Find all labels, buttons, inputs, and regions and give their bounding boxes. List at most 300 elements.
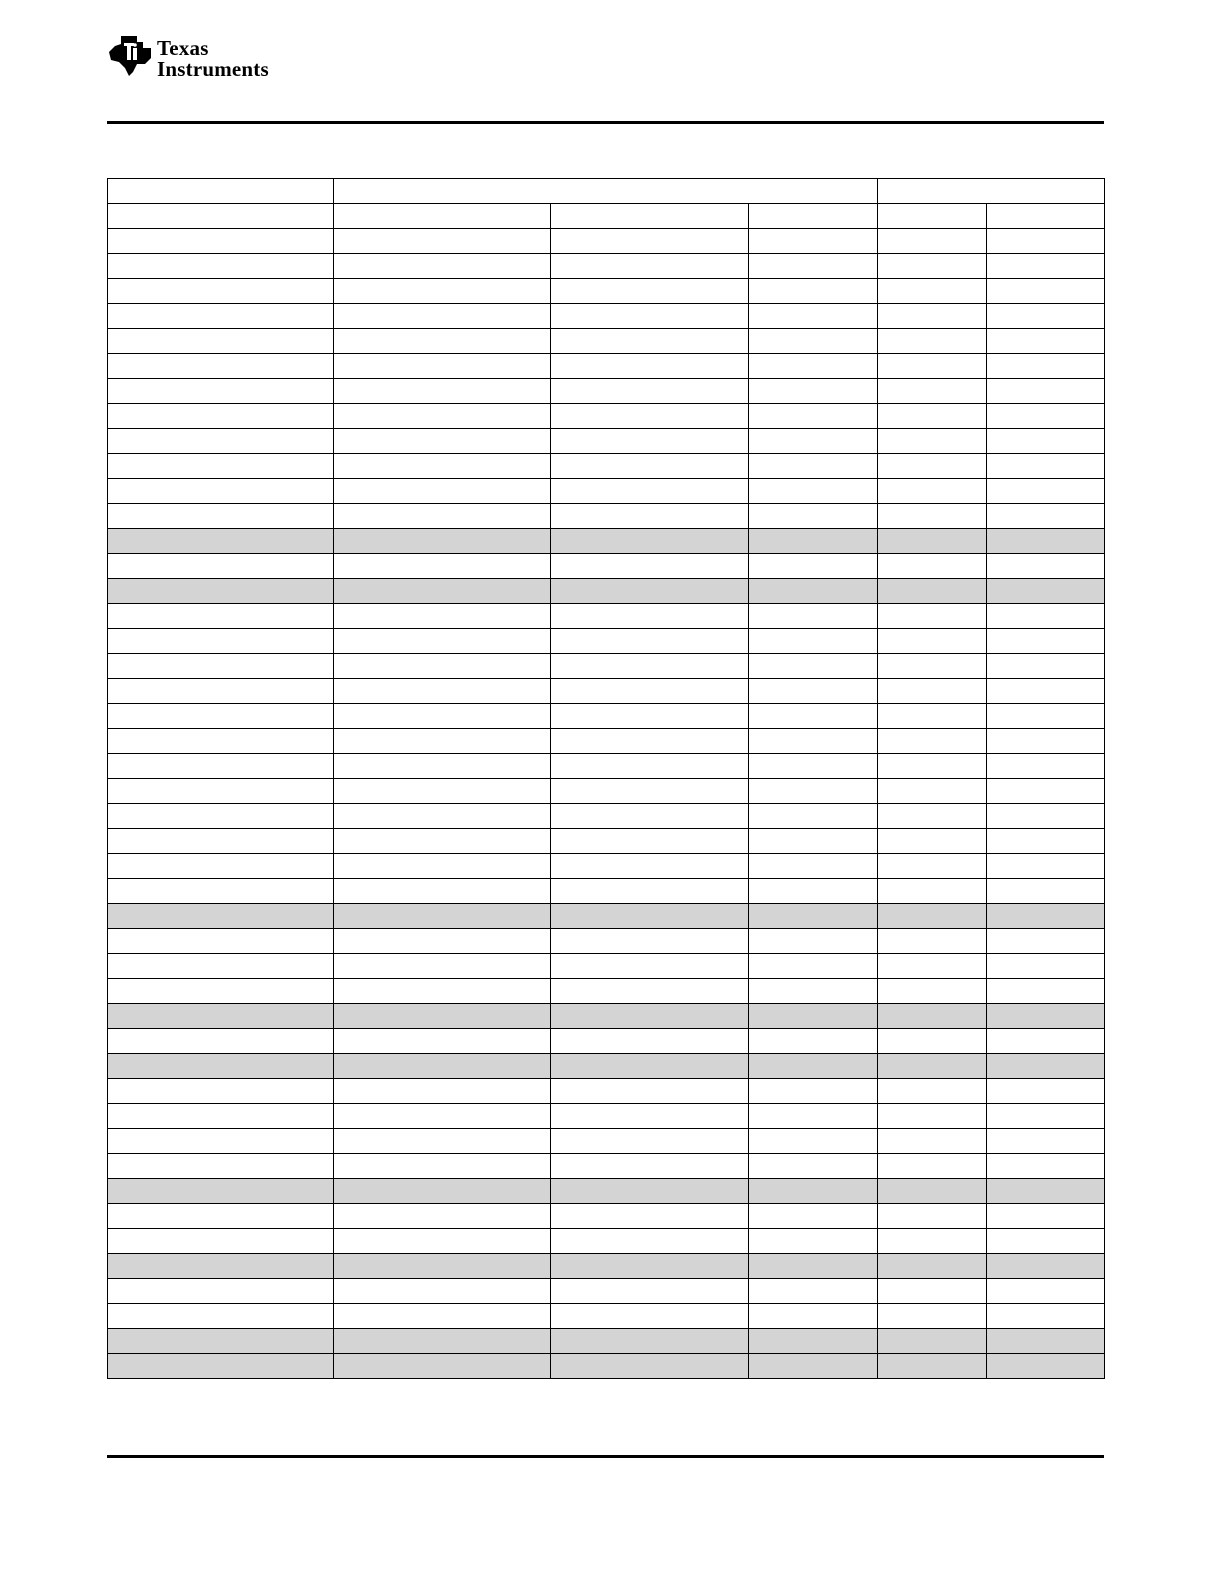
- table-cell: [551, 604, 749, 629]
- table-cell: [334, 504, 551, 529]
- table-cell: [334, 704, 551, 729]
- table-cell: [878, 1054, 987, 1079]
- table-cell: [987, 354, 1105, 379]
- table-cell: [551, 979, 749, 1004]
- table-row: [108, 1029, 1105, 1054]
- table-cell: [987, 304, 1105, 329]
- table-cell: [551, 1304, 749, 1329]
- table-cell: [551, 929, 749, 954]
- table-cell: [551, 504, 749, 529]
- logo-line-2: Instruments: [157, 57, 269, 81]
- table-row: [108, 329, 1105, 354]
- table-cell: [878, 604, 987, 629]
- table-cell: [987, 1354, 1105, 1379]
- table-cell: [878, 954, 987, 979]
- table-cell: [108, 779, 334, 804]
- table-cell: [334, 904, 551, 929]
- table-cell: [987, 654, 1105, 679]
- table-cell: [987, 1154, 1105, 1179]
- table-cell: [878, 1229, 987, 1254]
- table-cell: [334, 354, 551, 379]
- table-cell: [878, 479, 987, 504]
- table-cell: [334, 454, 551, 479]
- table-cell: [749, 1129, 878, 1154]
- table-cell: [749, 279, 878, 304]
- table-cell: [334, 429, 551, 454]
- table-cell: [749, 654, 878, 679]
- table-cell: [878, 804, 987, 829]
- table-cell: [878, 904, 987, 929]
- table-row: [108, 1304, 1105, 1329]
- table-cell: [878, 304, 987, 329]
- table-cell: [108, 1204, 334, 1229]
- table-cell: [749, 629, 878, 654]
- table-cell: [334, 629, 551, 654]
- table-cell: [334, 1279, 551, 1304]
- table-cell: [334, 379, 551, 404]
- table-cell: [551, 779, 749, 804]
- table-cell: [987, 804, 1105, 829]
- table-cell: [749, 804, 878, 829]
- table-row: [108, 729, 1105, 754]
- table-row: [108, 854, 1105, 879]
- table-cell: [749, 1179, 878, 1204]
- table-cell: [551, 879, 749, 904]
- table-cell: [987, 754, 1105, 779]
- table-cell: [749, 204, 878, 229]
- table-cell: [551, 629, 749, 654]
- table-cell: [334, 1179, 551, 1204]
- table-cell: [334, 1329, 551, 1354]
- table-row: [108, 904, 1105, 929]
- table-cell: [878, 1129, 987, 1154]
- table-body: [108, 179, 1105, 1379]
- table-row: [108, 779, 1105, 804]
- table-cell: [334, 854, 551, 879]
- table-cell: [878, 1154, 987, 1179]
- table-cell: [551, 304, 749, 329]
- table-cell: [551, 1004, 749, 1029]
- table-cell: [749, 379, 878, 404]
- table-cell: [108, 329, 334, 354]
- table-row: [108, 504, 1105, 529]
- table-cell: [334, 679, 551, 704]
- table-row: [108, 1079, 1105, 1104]
- table-cell: [334, 579, 551, 604]
- table-cell: [987, 254, 1105, 279]
- table-cell: [108, 679, 334, 704]
- table-cell: [749, 929, 878, 954]
- table-row: [108, 1179, 1105, 1204]
- table-cell: [334, 929, 551, 954]
- table-cell: [878, 404, 987, 429]
- table-cell: [551, 1129, 749, 1154]
- table-cell: [108, 479, 334, 504]
- table-cell: [987, 704, 1105, 729]
- table-cell: [108, 504, 334, 529]
- table-cell: [108, 1329, 334, 1354]
- table-cell: [551, 829, 749, 854]
- data-table-container: [107, 178, 1104, 1379]
- table-cell: [987, 1254, 1105, 1279]
- table-cell: [551, 1154, 749, 1179]
- table-cell: [987, 229, 1105, 254]
- table-cell: [749, 1029, 878, 1054]
- table-cell: [108, 229, 334, 254]
- table-row: [108, 1329, 1105, 1354]
- table-cell: [878, 1004, 987, 1029]
- table-cell: [108, 1079, 334, 1104]
- table-cell: [551, 529, 749, 554]
- table-row: [108, 1104, 1105, 1129]
- table-row: [108, 229, 1105, 254]
- table-cell: [749, 1004, 878, 1029]
- table-cell: [749, 604, 878, 629]
- table-cell: [551, 1204, 749, 1229]
- table-cell: [334, 729, 551, 754]
- table-cell: [878, 504, 987, 529]
- table-row: [108, 1154, 1105, 1179]
- table-cell: [878, 1329, 987, 1354]
- table-cell: [108, 604, 334, 629]
- table-cell: [749, 1254, 878, 1279]
- table-cell: [108, 279, 334, 304]
- table-cell: [108, 1029, 334, 1054]
- table-row: [108, 929, 1105, 954]
- ti-logo: [107, 34, 297, 82]
- table-row: [108, 1254, 1105, 1279]
- table-cell: [987, 204, 1105, 229]
- table-cell: [334, 829, 551, 854]
- table-cell: [749, 304, 878, 329]
- table-cell: [108, 1004, 334, 1029]
- table-cell: [878, 704, 987, 729]
- table-cell: [749, 1229, 878, 1254]
- table-cell: [878, 679, 987, 704]
- table-cell: [108, 204, 334, 229]
- table-header-cell: [878, 179, 1105, 204]
- table-cell: [878, 929, 987, 954]
- table-cell: [987, 1029, 1105, 1054]
- table-row: [108, 579, 1105, 604]
- table-row: [108, 604, 1105, 629]
- table-cell: [749, 454, 878, 479]
- table-cell: [878, 1354, 987, 1379]
- data-table: [107, 178, 1105, 1379]
- table-row: [108, 429, 1105, 454]
- table-cell: [749, 1154, 878, 1179]
- table-cell: [987, 554, 1105, 579]
- table-cell: [108, 879, 334, 904]
- table-cell: [551, 479, 749, 504]
- table-cell: [108, 829, 334, 854]
- table-cell: [334, 1129, 551, 1154]
- table-row: [108, 804, 1105, 829]
- table-cell: [551, 654, 749, 679]
- table-cell: [878, 854, 987, 879]
- table-row: [108, 1279, 1105, 1304]
- table-cell: [749, 854, 878, 879]
- table-cell: [749, 579, 878, 604]
- table-cell: [749, 754, 878, 779]
- table-cell: [108, 729, 334, 754]
- table-cell: [108, 1154, 334, 1179]
- table-cell: [749, 404, 878, 429]
- table-cell: [987, 579, 1105, 604]
- table-cell: [749, 329, 878, 354]
- table-cell: [108, 1054, 334, 1079]
- table-cell: [334, 779, 551, 804]
- table-row: [108, 1354, 1105, 1379]
- table-cell: [551, 579, 749, 604]
- table-cell: [987, 404, 1105, 429]
- table-cell: [878, 829, 987, 854]
- table-row: [108, 1004, 1105, 1029]
- table-cell: [334, 1104, 551, 1129]
- table-cell: [749, 1204, 878, 1229]
- table-cell: [108, 904, 334, 929]
- table-cell: [878, 279, 987, 304]
- table-cell: [987, 779, 1105, 804]
- table-row: [108, 529, 1105, 554]
- table-cell: [987, 1229, 1105, 1254]
- table-cell: [749, 504, 878, 529]
- table-row: [108, 554, 1105, 579]
- table-cell: [334, 404, 551, 429]
- table-cell: [878, 1279, 987, 1304]
- table-cell: [878, 1254, 987, 1279]
- table-cell: [987, 1304, 1105, 1329]
- table-cell: [878, 354, 987, 379]
- table-row: [108, 879, 1105, 904]
- table-cell: [108, 1354, 334, 1379]
- table-row: [108, 754, 1105, 779]
- table-cell: [551, 429, 749, 454]
- table-cell: [987, 504, 1105, 529]
- table-cell: [987, 454, 1105, 479]
- table-cell: [108, 579, 334, 604]
- table-cell: [987, 479, 1105, 504]
- table-cell: [108, 429, 334, 454]
- table-cell: [108, 1104, 334, 1129]
- table-cell: [551, 1254, 749, 1279]
- table-cell: [334, 754, 551, 779]
- table-cell: [878, 654, 987, 679]
- table-row: [108, 1129, 1105, 1154]
- table-cell: [334, 529, 551, 554]
- table-cell: [987, 279, 1105, 304]
- table-row: [108, 654, 1105, 679]
- table-cell: [878, 1304, 987, 1329]
- header-rule: [107, 121, 1104, 124]
- table-cell: [551, 954, 749, 979]
- table-cell: [108, 704, 334, 729]
- table-row: [108, 829, 1105, 854]
- table-cell: [108, 854, 334, 879]
- table-cell: [334, 229, 551, 254]
- table-cell: [878, 554, 987, 579]
- table-cell: [987, 904, 1105, 929]
- table-cell: [108, 954, 334, 979]
- table-cell: [878, 429, 987, 454]
- table-cell: [334, 1354, 551, 1379]
- table-cell: [749, 779, 878, 804]
- table-cell: [878, 754, 987, 779]
- table-cell: [108, 304, 334, 329]
- table-cell: [334, 979, 551, 1004]
- table-cell: [551, 904, 749, 929]
- table-cell: [749, 1329, 878, 1354]
- table-cell: [334, 204, 551, 229]
- table-cell: [878, 1079, 987, 1104]
- table-row: [108, 979, 1105, 1004]
- table-row: [108, 304, 1105, 329]
- table-cell: [878, 379, 987, 404]
- table-cell: [551, 1229, 749, 1254]
- table-cell: [987, 679, 1105, 704]
- table-cell: [334, 654, 551, 679]
- table-cell: [987, 1204, 1105, 1229]
- table-cell: [878, 979, 987, 1004]
- table-cell: [108, 979, 334, 1004]
- table-row: [108, 704, 1105, 729]
- table-cell: [987, 854, 1105, 879]
- table-row: [108, 404, 1105, 429]
- table-cell: [334, 1029, 551, 1054]
- table-cell: [987, 1329, 1105, 1354]
- table-cell: [749, 529, 878, 554]
- table-row: [108, 629, 1105, 654]
- table-row: [108, 279, 1105, 304]
- table-cell: [987, 529, 1105, 554]
- table-cell: [108, 404, 334, 429]
- table-cell: [108, 929, 334, 954]
- table-cell: [878, 579, 987, 604]
- table-cell: [987, 604, 1105, 629]
- table-cell: [878, 1029, 987, 1054]
- table-cell: [551, 754, 749, 779]
- table-cell: [334, 804, 551, 829]
- table-cell: [749, 704, 878, 729]
- table-cell: [878, 1104, 987, 1129]
- table-row: [108, 354, 1105, 379]
- table-cell: [108, 1179, 334, 1204]
- table-cell: [108, 754, 334, 779]
- table-cell: [334, 479, 551, 504]
- table-cell: [108, 1304, 334, 1329]
- table-cell: [334, 1079, 551, 1104]
- table-cell: [334, 1154, 551, 1179]
- table-cell: [334, 279, 551, 304]
- table-cell: [878, 454, 987, 479]
- table-row: [108, 379, 1105, 404]
- table-cell: [551, 1354, 749, 1379]
- table-cell: [108, 1229, 334, 1254]
- table-row: [108, 1204, 1105, 1229]
- table-row: [108, 1054, 1105, 1079]
- ti-logo-icon: [107, 34, 153, 76]
- table-cell: [878, 529, 987, 554]
- table-header-cell: [334, 179, 878, 204]
- table-cell: [108, 1279, 334, 1304]
- table-cell: [551, 254, 749, 279]
- table-row: [108, 954, 1105, 979]
- table-cell: [987, 1004, 1105, 1029]
- table-cell: [551, 204, 749, 229]
- table-cell: [749, 979, 878, 1004]
- table-cell: [987, 379, 1105, 404]
- table-cell: [551, 1079, 749, 1104]
- table-cell: [749, 679, 878, 704]
- table-cell: [551, 1104, 749, 1129]
- table-cell: [108, 254, 334, 279]
- table-cell: [551, 329, 749, 354]
- table-cell: [987, 429, 1105, 454]
- table-cell: [551, 1054, 749, 1079]
- table-cell: [334, 1004, 551, 1029]
- table-cell: [749, 1304, 878, 1329]
- table-cell: [749, 479, 878, 504]
- table-cell: [987, 979, 1105, 1004]
- table-cell: [987, 829, 1105, 854]
- table-cell: [108, 654, 334, 679]
- table-cell: [334, 604, 551, 629]
- table-cell: [749, 904, 878, 929]
- table-cell: [334, 1304, 551, 1329]
- table-cell: [878, 1179, 987, 1204]
- table-cell: [551, 854, 749, 879]
- table-cell: [108, 1254, 334, 1279]
- table-cell: [749, 1079, 878, 1104]
- table-cell: [108, 379, 334, 404]
- table-cell: [334, 254, 551, 279]
- table-cell: [551, 679, 749, 704]
- table-cell: [749, 254, 878, 279]
- table-cell: [108, 629, 334, 654]
- table-cell: [749, 354, 878, 379]
- table-cell: [987, 1129, 1105, 1154]
- table-cell: [878, 229, 987, 254]
- table-cell: [334, 1204, 551, 1229]
- table-cell: [551, 1279, 749, 1304]
- table-cell: [551, 404, 749, 429]
- table-cell: [551, 1179, 749, 1204]
- table-cell: [987, 929, 1105, 954]
- table-cell: [878, 329, 987, 354]
- table-cell: [749, 1279, 878, 1304]
- table-cell: [334, 304, 551, 329]
- table-cell: [551, 1029, 749, 1054]
- table-cell: [987, 1279, 1105, 1304]
- table-cell: [987, 1054, 1105, 1079]
- table-cell: [878, 1204, 987, 1229]
- table-cell: [334, 1054, 551, 1079]
- table-cell: [749, 229, 878, 254]
- table-cell: [878, 729, 987, 754]
- table-cell: [334, 879, 551, 904]
- table-cell: [749, 1104, 878, 1129]
- table-cell: [878, 629, 987, 654]
- table-cell: [749, 729, 878, 754]
- table-cell: [987, 329, 1105, 354]
- table-cell: [551, 379, 749, 404]
- table-cell: [108, 554, 334, 579]
- table-row: [108, 204, 1105, 229]
- footer-rule: [107, 1455, 1104, 1458]
- table-row: [108, 1229, 1105, 1254]
- table-cell: [334, 554, 551, 579]
- table-row: [108, 479, 1105, 504]
